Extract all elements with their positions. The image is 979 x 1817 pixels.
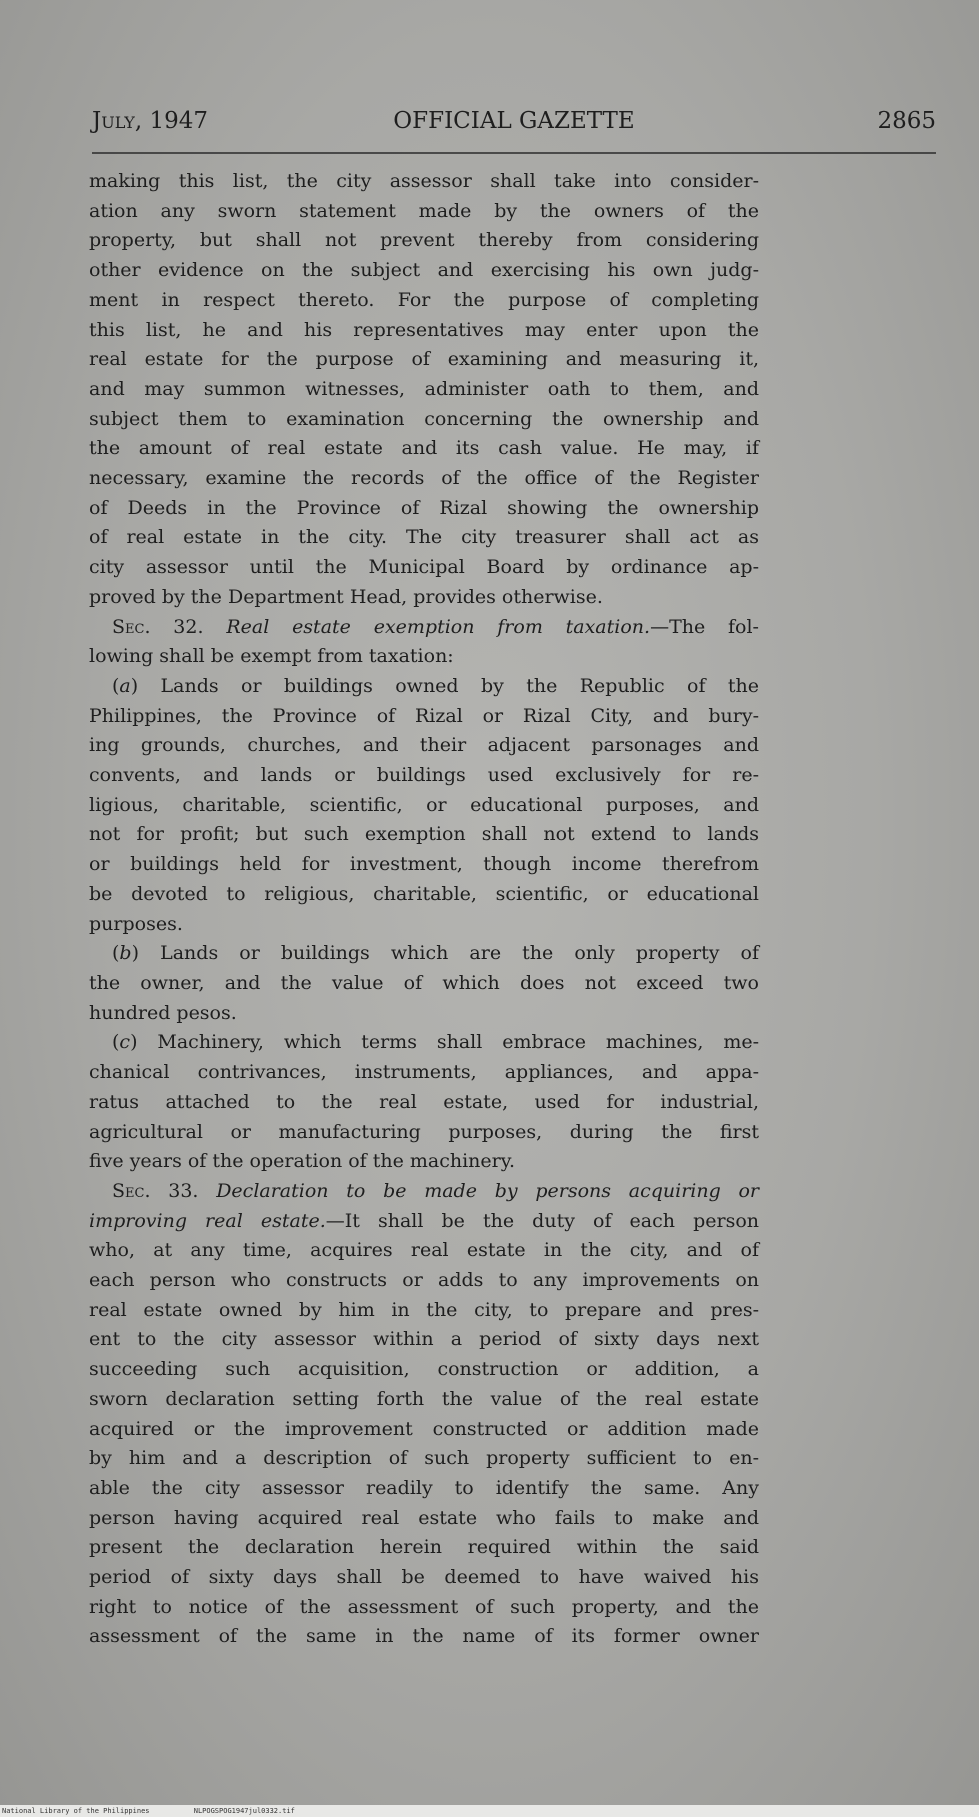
item-c-first-line: (c) Machinery, which terms shall embrace machines, me- [112, 1031, 759, 1054]
text-line: agricultural or manufacturing purposes, during the first [89, 1120, 759, 1143]
header-date: July, 1947 [92, 108, 209, 134]
item-a-first-line: (a) Lands or buildings owned by the Republic of the [112, 674, 759, 697]
text-line: period of sixty days shall be deemed to have waived his [89, 1566, 759, 1589]
header-page-number: 2865 [877, 108, 936, 134]
text-line: subject them to examination concerning the ownership and [89, 407, 759, 430]
text-line: proved by the Department Head, provides otherwise. [89, 585, 603, 608]
section-title: Declaration to be made by persons acquiring or [216, 1179, 760, 1202]
section-label: Sec. 33. [112, 1179, 199, 1202]
text-line: present the declaration herein required within the said [89, 1536, 759, 1559]
text-line: acquired or the improvement constructed or addition made [89, 1417, 759, 1440]
text-line: succeeding such acquisition, construction or addition, a [89, 1358, 759, 1381]
file-id: NLPOGSPOG1947jul0332.tif [193, 1807, 295, 1815]
text-line: convents, and lands or buildings used exclusively for re- [89, 764, 759, 787]
text-line: other evidence on the subject and exercising his own judg- [89, 259, 759, 282]
text-line: right to notice of the assessment of such property, and the [89, 1595, 759, 1618]
header-title: OFFICIAL GAZETTE [393, 108, 635, 134]
text-line: person having acquired real estate who fails to make and [89, 1506, 759, 1529]
page-header [92, 108, 936, 148]
text-line: of real estate in the city. The city treasurer shall act as [89, 526, 759, 549]
item-b-first-line: (b) Lands or buildings which are the only property of [112, 942, 759, 965]
section-title-cont: improving real estate. [89, 1209, 326, 1232]
text-line: ing grounds, churches, and their adjacent parsonages and [89, 734, 759, 757]
item-marker: a [119, 674, 131, 697]
section-label: Sec. 32. [112, 615, 204, 638]
item-text: Lands or buildings owned by the Republic of the [138, 674, 759, 697]
text-line: assessment of the same in the name of its former owner [89, 1625, 759, 1648]
text-line: necessary, examine the records of the office of the Register [89, 467, 759, 490]
text-line: real estate owned by him in the city, to prepare and pres- [89, 1298, 759, 1321]
item-text: Lands or buildings which are the only property of [139, 942, 759, 965]
scan-footer [0, 1805, 979, 1817]
text-line: chanical contrivances, instruments, appliances, and appa- [89, 1061, 759, 1084]
text-line: real estate for the purpose of examining and measuring it, [89, 348, 759, 371]
text-line: be devoted to religious, charitable, scientific, or educational [89, 882, 759, 905]
text-line: Philippines, the Province of Rizal or Rizal City, and bury- [89, 704, 759, 727]
text-line: five years of the operation of the machinery. [89, 1150, 515, 1173]
text-line: sworn declaration setting forth the value of the real estate [89, 1387, 759, 1410]
text-line: ation any sworn statement made by the owners of the [89, 199, 759, 222]
item-marker: b [119, 942, 132, 965]
text-line: the amount of real estate and its cash value. He may, if [89, 437, 759, 460]
text-line: city assessor until the Municipal Board by ordinance ap- [89, 556, 759, 579]
text-line: this list, he and his representatives may enter upon the [89, 318, 759, 341]
text-line: ment in respect thereto. For the purpose of completing [89, 288, 759, 311]
text-line: able the city assessor readily to identify the same. Any [89, 1476, 759, 1499]
header-rule [92, 152, 936, 154]
text-line: by him and a description of such property sufficient to en- [89, 1447, 759, 1470]
text-line: of Deeds in the Province of Rizal showing the ownership [89, 496, 759, 519]
text-line: the owner, and the value of which does not exceed two [89, 971, 759, 994]
item-marker: c [119, 1031, 131, 1054]
article-body [89, 167, 759, 1652]
text-line: not for profit; but such exemption shall not extend to lands [89, 823, 759, 846]
library-credit: National Library of the Philippines [2, 1807, 150, 1815]
section-32-heading [89, 613, 759, 643]
item-text: Machinery, which terms shall embrace machines, me- [137, 1031, 759, 1054]
text-line: ligious, charitable, scientific, or educational purposes, and [89, 793, 759, 816]
text-line: purposes. [89, 912, 183, 935]
header-month: July [92, 108, 135, 134]
text-line: each person who constructs or adds to any improvements on [89, 1269, 759, 1292]
text-line: ratus attached to the real estate, used for industrial, [89, 1090, 759, 1113]
text-line: lowing shall be exempt from taxation: [89, 645, 454, 668]
text-line: property, but shall not prevent thereby from considering [89, 229, 759, 252]
section-heading-rest: —The fol- [650, 615, 759, 638]
text-line: ent to the city assessor within a period of sixty days next [89, 1328, 759, 1351]
text-line: making this list, the city assessor shall take into consider- [89, 170, 759, 192]
section-heading-rest: —It shall be the duty of each person [325, 1209, 759, 1232]
text-line: hundred pesos. [89, 1001, 237, 1024]
text-line: or buildings held for investment, though income therefrom [89, 853, 759, 876]
text-line: who, at any time, acquires real estate in the city, and of [89, 1239, 759, 1262]
text-line: and may summon witnesses, administer oath to them, and [89, 377, 759, 400]
header-year: 1947 [149, 108, 209, 134]
section-33-heading-cont [89, 1207, 759, 1237]
section-33-heading [89, 1177, 759, 1207]
section-title: Real estate exemption from taxation. [226, 615, 651, 638]
